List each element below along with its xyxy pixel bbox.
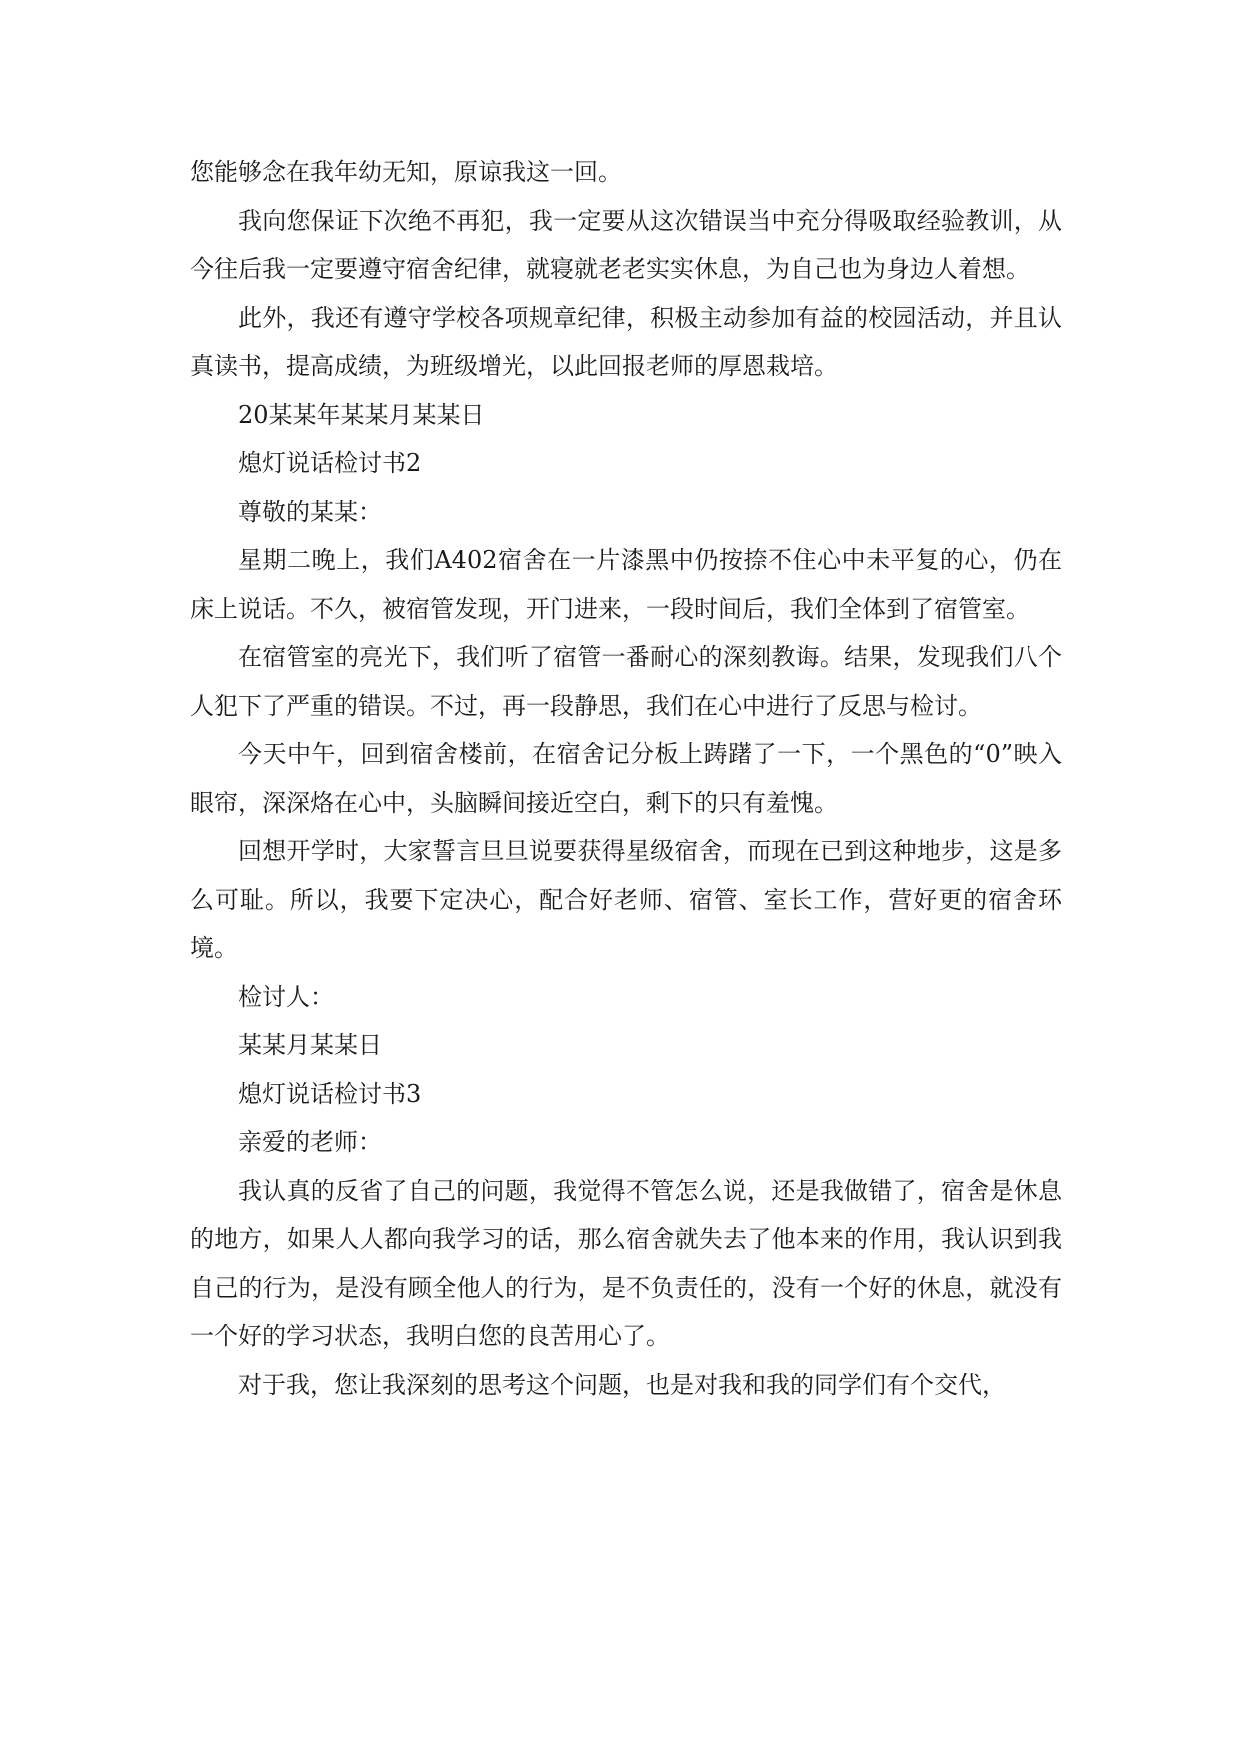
paragraph-7: 回想开学时，大家誓言旦旦说要获得星级宿舍，而现在已到这种地步，这是多么可耻。所以，我要下定决心，配合好老师、宿管、室长工作，营好更的宿舍环境。 bbox=[190, 837, 1062, 962]
paragraph-6: 今天中午，回到宿舍楼前，在宿舍记分板上踌躇了一下，一个黑色的“0”映入眼帘，深深烙在心中，头脑瞬间接近空白，剩下的只有羞愧。 bbox=[190, 740, 1062, 817]
section-title-2: 熄灯说话检讨书2 bbox=[238, 449, 422, 477]
date-line-1: 20某某年某某月某某日 bbox=[238, 400, 485, 429]
paragraph-2: 我向您保证下次绝不再犯，我一定要从这次错误当中充分得吸取经验教训，从今往后我一定要遵守宿舍纪律，就寝就老老实实休息，为自己也为身边人着想。 bbox=[190, 206, 1062, 283]
salutation-2: 尊敬的某某： bbox=[238, 497, 382, 526]
signature-label: 检讨人： bbox=[238, 982, 334, 1011]
document-page bbox=[190, 148, 1062, 1409]
section-title-3: 熄灯说话检讨书3 bbox=[238, 1079, 422, 1108]
salutation-3: 亲爱的老师： bbox=[238, 1128, 382, 1156]
date-line-2: 某某月某某日 bbox=[238, 1031, 382, 1059]
paragraph-1: 您能够念在我年幼无知，原谅我这一回。 bbox=[190, 158, 622, 186]
paragraph-8: 我认真的反省了自己的问题，我觉得不管怎么说，还是我做错了，宿舍是休息的地方，如果人人都向我学习的话，那么宿舍就失去了他本来的作用，我认识到我自己的行为，是没有顾全他人的行为，是不负责任的，没有一个好的休息，就没有一个好的学习状态，我明白您的良苦用心了。 bbox=[190, 1176, 1062, 1350]
paragraph-3: 此外，我还有遵守学校各项规章纪律，积极主动参加有益的校园活动，并且认真读书，提高成绩，为班级增光，以此回报老师的厚恩栽培。 bbox=[190, 303, 1062, 380]
paragraph-5: 在宿管室的亮光下，我们听了宿管一番耐心的深刻教诲。结果，发现我们八个人犯下了严重的错误。不过，再一段静思，我们在心中进行了反思与检讨。 bbox=[190, 643, 1062, 720]
paragraph-4: 星期二晚上，我们A402宿舍在一片漆黑中仍按捺不住心中未平复的心，仍在床上说话。不久，被宿管发现，开门进来，一段时间后，我们全体到了宿管室。 bbox=[190, 546, 1062, 623]
paragraph-9: 对于我，您让我深刻的思考这个问题，也是对我和我的同学们有个交代， bbox=[238, 1370, 1006, 1399]
